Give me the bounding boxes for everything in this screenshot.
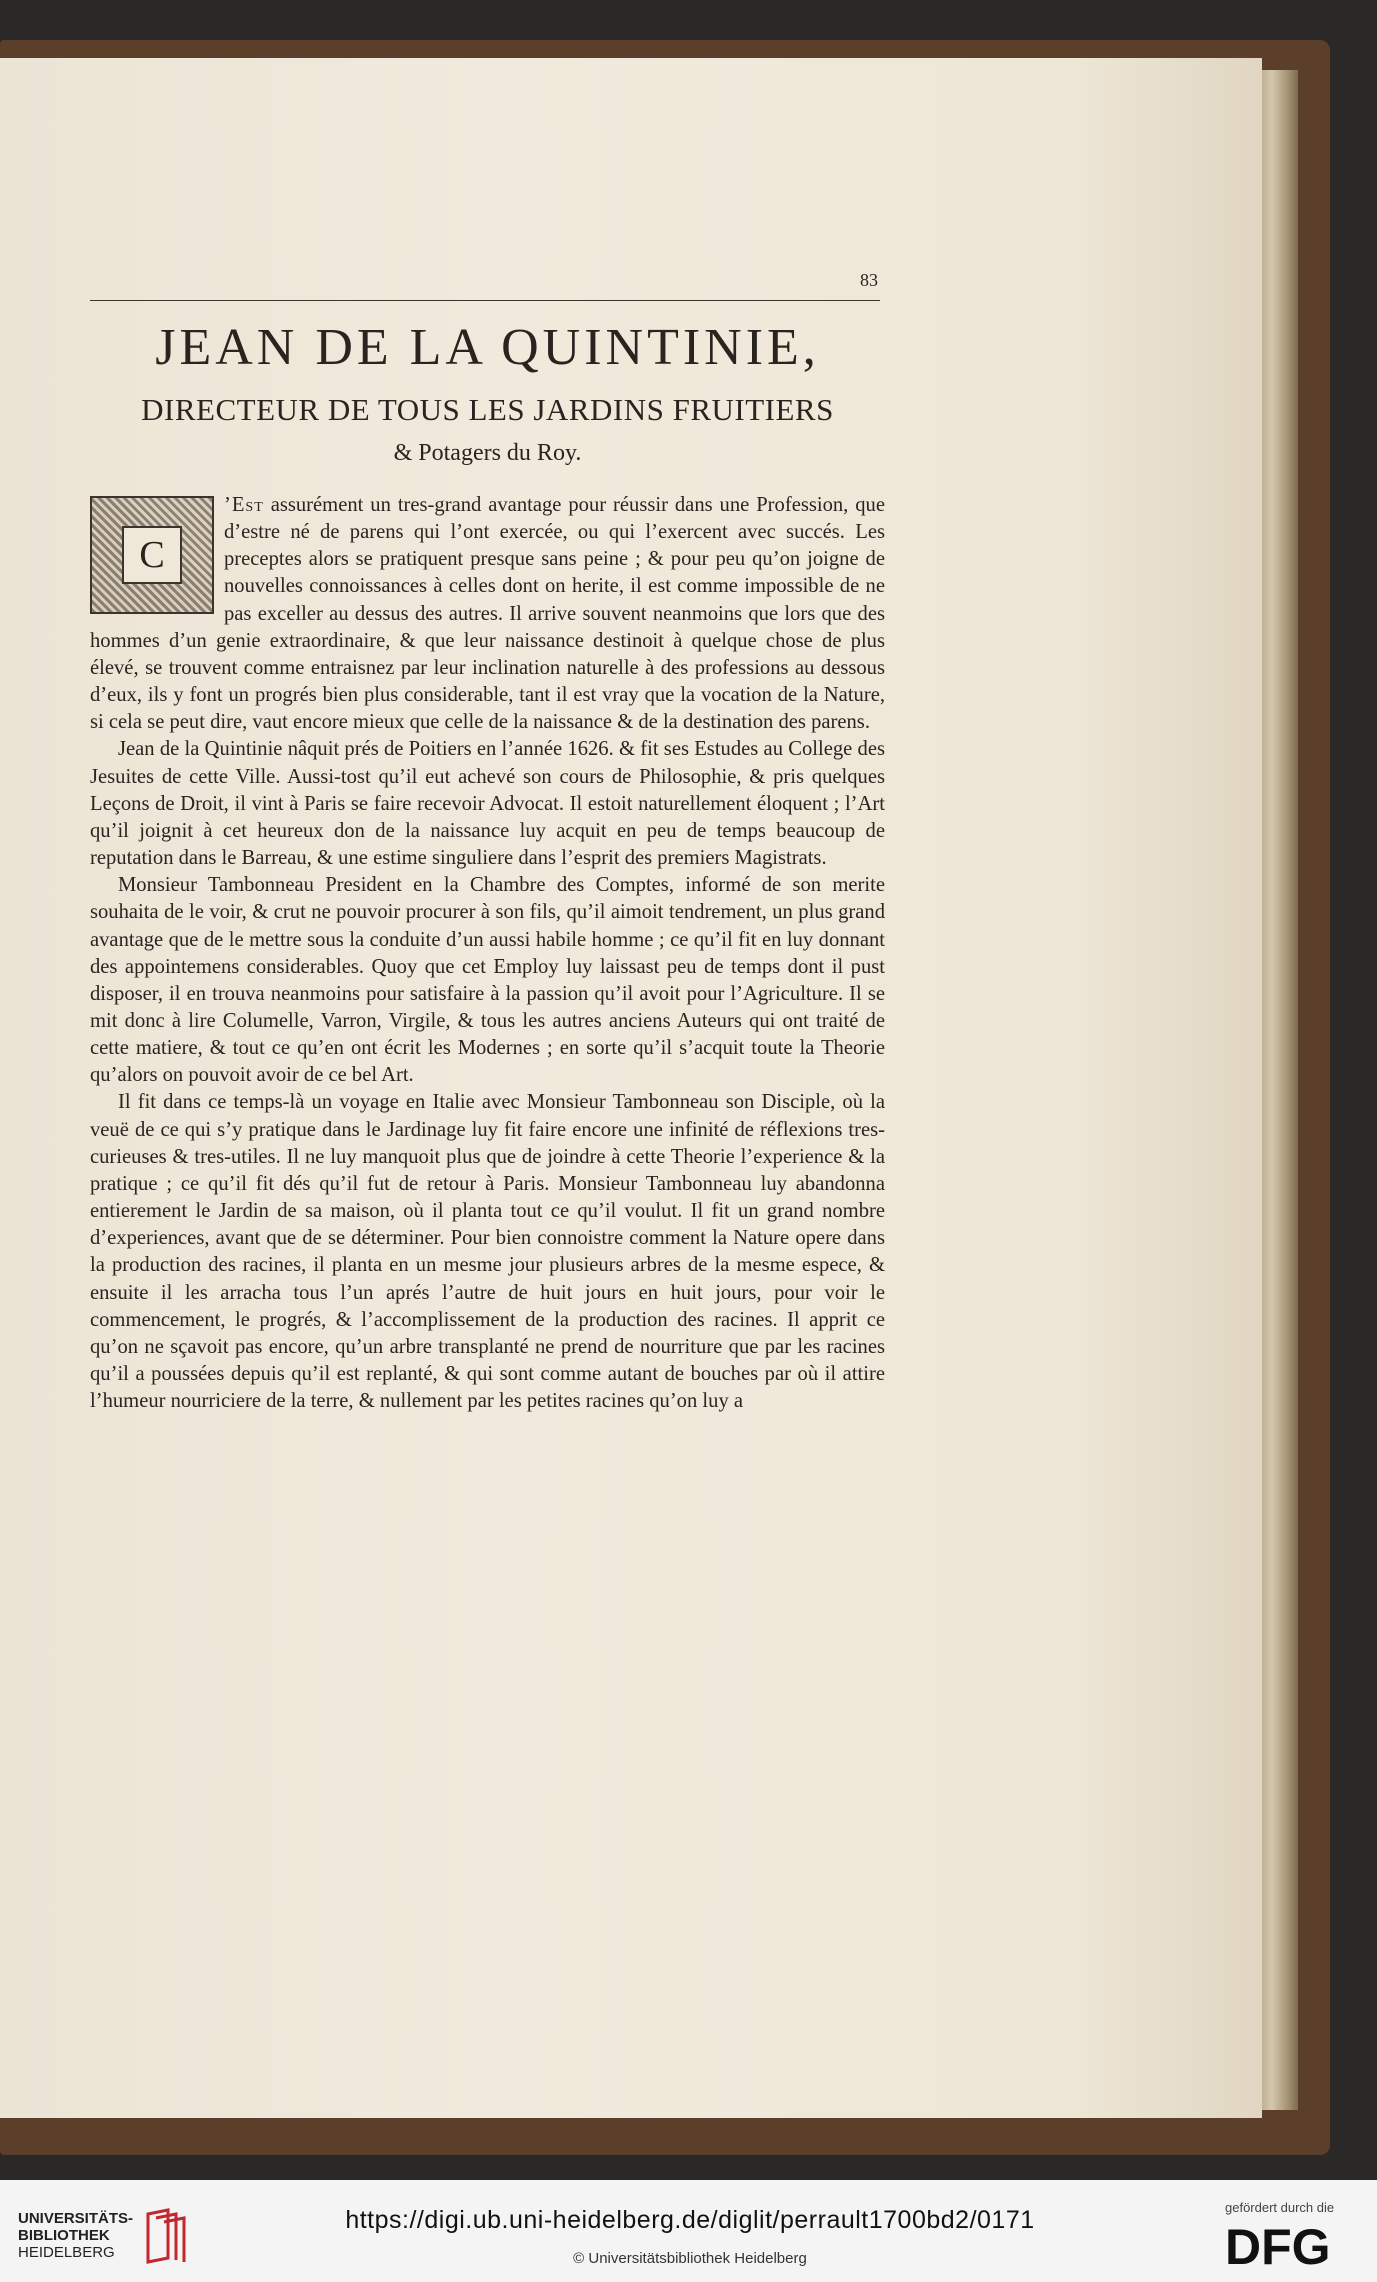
permalink-url[interactable]: https://digi.ub.uni-heidelberg.de/diglit/perrault1700bd2/0171 [345,2206,1035,2234]
header-rule [90,300,880,301]
page-subtitle: DIRECTEUR DE TOUS LES JARDINS FRUITIERS [141,392,834,427]
funding-label: gefördert durch die [1225,2200,1335,2215]
lead-small-caps: ’Est [224,494,264,516]
viewer-footer [0,2180,1377,2282]
library-mark-icon [140,2208,190,2264]
library-name-line1: UNIVERSITÄTS- [18,2210,134,2227]
dfg-logo-icon[interactable] [1225,2216,1345,2272]
paragraph: Il fit dans ce temps-là un voyage en Italie avec Monsieur Tambonneau son Disciple, où la veuë de ce qui s’y pratique dans le Jardinage luy fit faire encore une infinité de réflexions tres-curieuses & tres-utiles. Il ne luy manquoit plus que de joindre à cette Theorie l’experience & la pratique ; ce qu’il fit dés qu’il fut de retour à Paris. Monsieur Tambonneau luy abandonna entierement le Jardin de sa maison, où il planta tout ce qu’il voulut. Il fit un grand nombre d’experiences, avant que de se déterminer. Pour bien connoistre comment la Nature opere dans la production des racines, il planta en un mesme jour plusieurs arbres de la mesme espece, & ensuite il les arracha tous l’un aprés l’autre de huit jours en huit jours, pour voir le commencement, le progrés, & l’accomplissement de la production des racines. Il apprit ce qu’on ne sçavoit pas encore, qu’un arbre transplanté ne prend de nourriture que par les racines qu’il a poussées depuis qu’il est replanté, & qui sont comme autant de bouches par où il attire l’humeur nourriciere de la terre, & nullement par les petites racines qu’on luy a [90,1091,885,1413]
dropcap-letter: C [122,526,182,584]
paragraph: Monsieur Tambonneau President en la Chambre des Comptes, informé de son merite souhaita de le voir, & crut ne pouvoir procurer à son fils, qu’il aimoit tendrement, un plus grand avantage que de le mettre sous la conduite d’un aussi habile homme ; ce qu’il fit en luy donnant des appointemens considerables. Quoy que cet Employ luy laissast peu de temps dont il pust disposer, il en trouva neanmoins pour satisfaire à la passion qu’il avoit pour l’Agriculture. Il se mit donc à lire Columelle, Varron, Virgile, & tous les autres anciens Auteurs qui ont traité de cette matiere, & tout ce qu’en ont écrit les Modernes ; en sorte qu’il s’acquit toute la Theorie qu’alors on pouvoit avoir de ce bel Art. [90,874,885,1087]
paragraph [90,492,885,736]
body-text [90,492,885,1415]
ornamental-dropcap [90,496,214,614]
paragraph: Jean de la Quintinie nâquit prés de Poitiers en l’année 1626. & fit ses Estudes au College des Jesuites de cette Ville. Aussi-tost qu’il eut achevé son cours de Philosophie, & pris quelques Leçons de Droit, il vint à Paris se faire recevoir Advocat. Il estoit naturellement éloquent ; l’Art qu’il joignit à cet heureux don de la naissance luy acquit en peu de temps beaucoup de reputation dans le Barreau, & une estime singuliere dans l’esprit des premiers Magistrats. [90,738,885,870]
library-name-line2: BIBLIOTHEK [18,2227,110,2244]
dfg-logo-text: DFG [1225,2219,1331,2272]
library-name-line3: HEIDELBERG [18,2244,115,2261]
page-subtitle-line2: & Potagers du Roy. [393,440,582,466]
copyright-notice: © Universitätsbibliothek Heidelberg [573,2250,807,2267]
page-number: 83 [860,270,878,290]
page-title: JEAN DE LA QUINTINIE, [155,319,820,376]
paragraph-text: assurément un tres-grand avantage pour réussir dans une Profession, que d’estre né de parens qui l’ont exercée, ou qui l’exercent avec succés. Les preceptes alors se pratiquent presque sans peine ; & pour peu qu’on joigne de nouvelles connoissances à celles dont on herite, il est comme impossible de ne pas exceller au dessus des autres. Il arrive souvent neanmoins que lors que des hommes d’un genie extraordinaire, & que leur naissance destinoit à quelque chose de plus élevé, se trouvent comme entraisnez par leur inclination naturelle à des professions au dessous d’eux, ils y font un progrés bien plus considerable, tant il est vray que la vocation de la Nature, si cela se peut dire, vaut encore mieux que celle de la naissance & de la destination des parens. [90,494,885,734]
